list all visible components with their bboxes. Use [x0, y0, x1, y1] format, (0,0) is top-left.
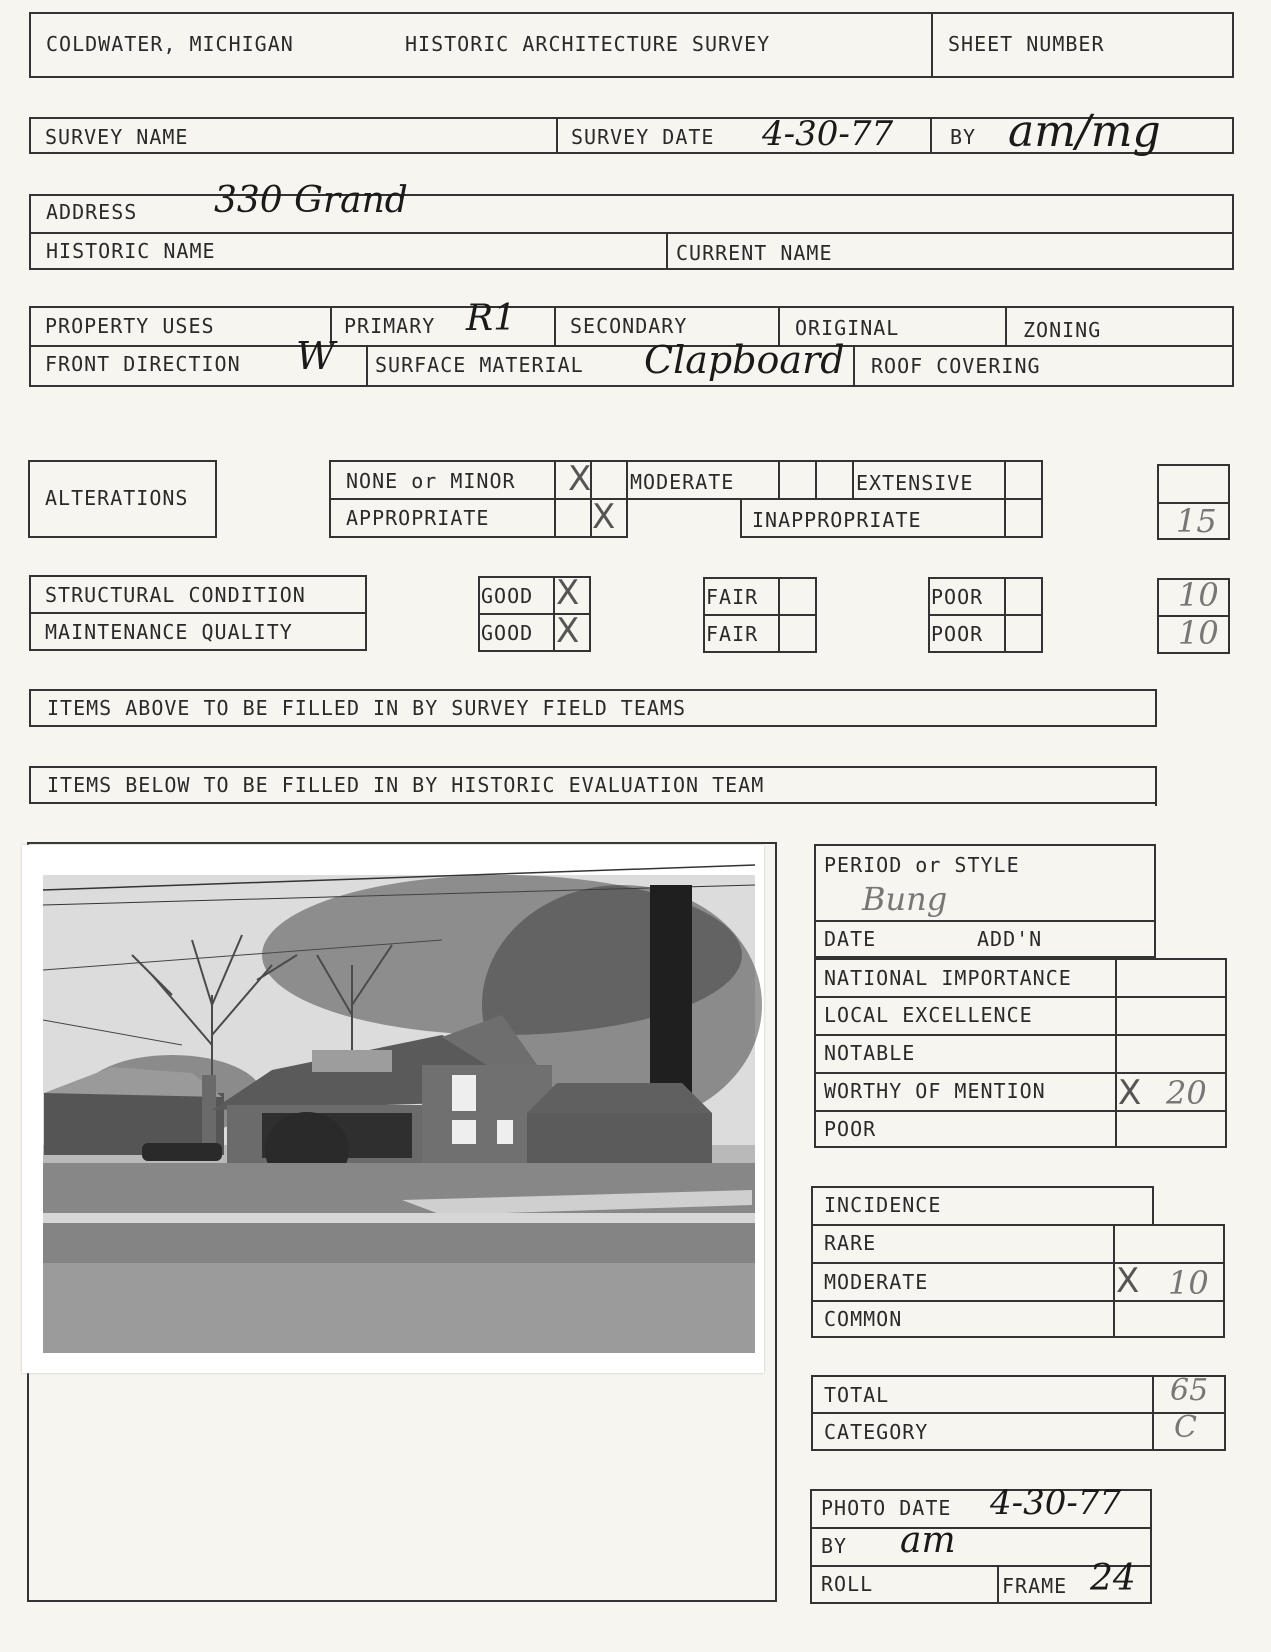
photo-date-value: 4-30-77 [990, 1483, 1122, 1523]
city-name: COLDWATER, MICHIGAN [46, 32, 294, 56]
frame-value: 24 [1090, 1558, 1136, 1599]
surface-material-label: SURFACE MATERIAL [375, 353, 584, 377]
incidence-moderate-score: 10 [1168, 1264, 1209, 1302]
survey-by-value: am/mg [1008, 106, 1161, 157]
photo-date-label: PHOTO DATE [821, 1496, 952, 1520]
front-direction-label: FRONT DIRECTION [45, 352, 241, 376]
house-photo [22, 845, 764, 1373]
structural-good: GOOD [481, 584, 534, 608]
incidence-moderate: MODERATE [824, 1270, 929, 1294]
photo-by-value: am [900, 1520, 956, 1561]
alterations-label: ALTERATIONS [45, 486, 189, 510]
alt-inappropriate: INAPPROPRIATE [752, 508, 922, 532]
incidence-common: COMMON [824, 1307, 903, 1331]
alterations-score: 15 [1176, 502, 1217, 540]
national-importance: NATIONAL IMPORTANCE [824, 966, 1072, 990]
local-excellence: LOCAL EXCELLENCE [824, 1003, 1033, 1027]
alt-none-minor-check: X [568, 459, 592, 499]
form-title: HISTORIC ARCHITECTURE SURVEY [405, 32, 771, 56]
address-value: 330 Grand [214, 180, 408, 221]
maintenance-good-check: X [556, 611, 580, 651]
roll-label: ROLL [821, 1572, 874, 1596]
survey-by-label: BY [950, 125, 977, 149]
category-label: CATEGORY [824, 1420, 929, 1444]
total-label: TOTAL [824, 1383, 890, 1407]
survey-date-value: 4-30-77 [762, 114, 894, 154]
period-style-value: Bung [862, 880, 948, 918]
survey-name-label: SURVEY NAME [45, 125, 189, 149]
primary-label: PRIMARY [344, 314, 436, 338]
original-label: ORIGINAL [795, 316, 900, 340]
structural-score: 10 [1178, 576, 1219, 614]
incidence-label: INCIDENCE [824, 1193, 942, 1217]
front-direction-value: W [296, 334, 336, 378]
roof-covering-label: ROOF COVERING [871, 354, 1041, 378]
surface-material-value: Clapboard [644, 338, 845, 382]
maintenance-quality-label: MAINTENANCE QUALITY [45, 620, 293, 644]
maintenance-poor: POOR [931, 622, 984, 646]
note-above: ITEMS ABOVE TO BE FILLED IN BY SURVEY FIELD TEAMS [47, 696, 687, 720]
maintenance-score: 10 [1178, 614, 1219, 652]
period-style-label: PERIOD or STYLE [824, 853, 1020, 877]
alt-appropriate-check: X [592, 497, 616, 537]
alt-moderate: MODERATE [630, 470, 735, 494]
primary-value: R1 [466, 298, 517, 339]
notable: NOTABLE [824, 1041, 916, 1065]
incidence-moderate-check: X [1116, 1261, 1140, 1301]
photo-by-label: BY [821, 1534, 848, 1558]
address-label: ADDRESS [46, 200, 138, 224]
current-name-label: CURRENT NAME [676, 241, 833, 265]
structural-good-check: X [556, 573, 580, 613]
zoning-label: ZONING [1023, 318, 1102, 342]
incidence-rare: RARE [824, 1231, 877, 1255]
structural-fair: FAIR [706, 585, 759, 609]
worthy-score: 20 [1166, 1074, 1207, 1112]
category-value: C [1174, 1410, 1197, 1445]
worthy-check: X [1118, 1073, 1142, 1113]
structural-condition-label: STRUCTURAL CONDITION [45, 583, 306, 607]
house-photo-frame [22, 845, 764, 1373]
maintenance-good: GOOD [481, 621, 534, 645]
frame-label: FRAME [1002, 1574, 1068, 1598]
note-below: ITEMS BELOW TO BE FILLED IN BY HISTORIC EVALUATION TEAM [47, 773, 765, 797]
alt-appropriate: APPROPRIATE [346, 506, 490, 530]
secondary-label: SECONDARY [570, 314, 688, 338]
worthy-of-mention: WORTHY OF MENTION [824, 1079, 1046, 1103]
eval-poor: POOR [824, 1117, 877, 1141]
total-value: 65 [1170, 1373, 1209, 1408]
survey-date-label: SURVEY DATE [571, 125, 715, 149]
alt-extensive: EXTENSIVE [856, 471, 974, 495]
property-uses-label: PROPERTY USES [45, 314, 215, 338]
structural-poor: POOR [931, 585, 984, 609]
historic-name-label: HISTORIC NAME [46, 239, 216, 263]
eval-date-label: DATE [824, 927, 877, 951]
sheet-number-label: SHEET NUMBER [948, 32, 1105, 56]
maintenance-fair: FAIR [706, 622, 759, 646]
eval-addn-label: ADD'N [977, 927, 1043, 951]
alt-none-minor: NONE or MINOR [346, 469, 516, 493]
